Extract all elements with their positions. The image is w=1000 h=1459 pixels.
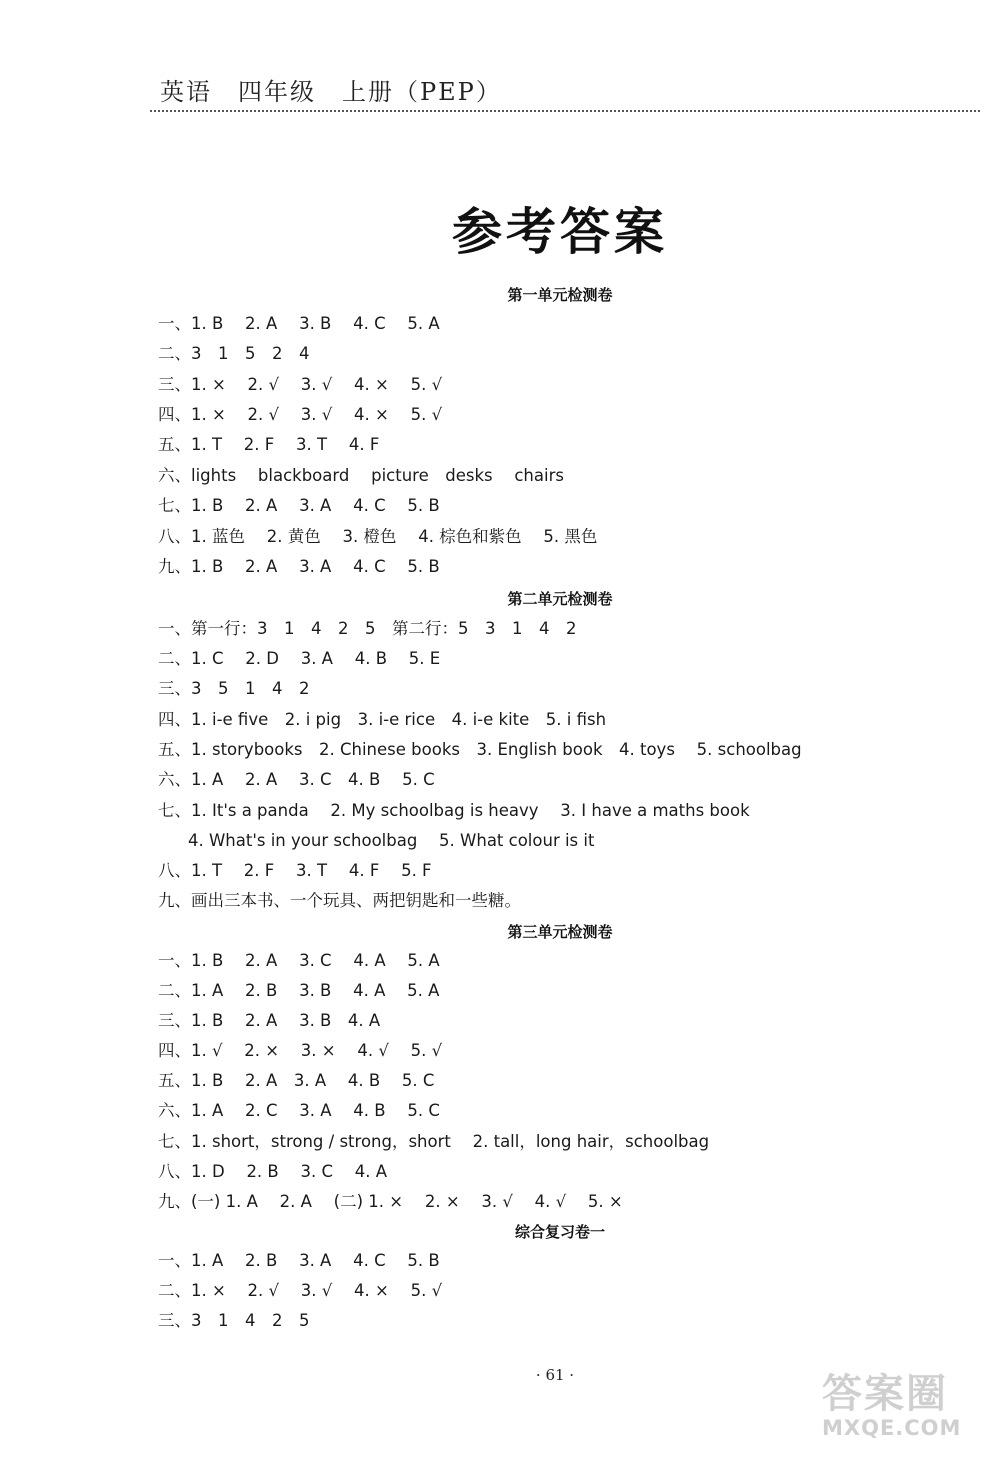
answer-line: 九、1. B 2. A 3. A 4. C 5. B [158,557,440,576]
answer-line: 一、1. B 2. A 3. C 4. A 5. A [158,951,440,970]
answer-line: 五、1. T 2. F 3. T 4. F [158,435,380,454]
answer-line: 三、1. × 2. √ 3. √ 4. × 5. √ [158,375,443,394]
answer-line: 七、1. It's a panda 2. My schoolbag is heavy 3. I have a maths book [158,801,750,820]
answer-line: 三、1. B 2. A 3. B 4. A [158,1011,381,1030]
answer-line: 六、lights blackboard picture desks chairs [158,466,564,485]
answer-line: 七、1. B 2. A 3. A 4. C 5. B [158,496,440,515]
answer-line: 五、1. storybooks 2. Chinese books 3. English book 4. toys 5. schoolbag [158,740,802,759]
answer-line: 四、1. √ 2. × 3. × 4. √ 5. √ [158,1041,443,1060]
answer-line: 四、1. i-e five 2. i pig 3. i-e rice 4. i-e kite 5. i fish [158,710,607,729]
section-title-review-1: 综合复习卷一 [514,1223,605,1241]
answer-line: 三、3 1 4 2 5 [158,1311,310,1330]
answer-line: 六、1. A 2. A 3. C 4. B 5. C [158,770,435,789]
section-title-unit-1: 第一单元检测卷 [507,286,613,304]
answer-line: 九、画出三本书、一个玩具、两把钥匙和一些糖。 [158,891,521,910]
answer-line: 一、1. B 2. A 3. B 4. C 5. A [158,314,440,333]
answer-line: 三、3 5 1 4 2 [158,679,310,698]
answer-line: 二、1. C 2. D 3. A 4. B 5. E [158,649,441,668]
answer-line: 一、第一行：3 1 4 2 5 第二行：5 3 1 4 2 [158,619,577,638]
header-divider [150,110,980,112]
section-title-unit-3: 第三单元检测卷 [507,923,613,941]
answer-line: 九、(一) 1. A 2. A (二) 1. × 2. × 3. √ 4. √ 5. × [158,1192,623,1211]
answer-line: 4. What's in your schoolbag 5. What colour is it [188,831,595,850]
answer-line: 二、3 1 5 2 4 [158,344,310,363]
answer-line: 八、1. T 2. F 3. T 4. F 5. F [158,861,432,880]
page-number: · 61 · [535,1366,575,1384]
watermark-site: MXQE.COM [822,1416,962,1440]
page-title: 参考答案 [452,203,668,261]
answer-line: 七、1. short，strong / strong，short 2. tall，long hair，schoolbag [158,1132,710,1151]
answer-line: 二、1. × 2. √ 3. √ 4. × 5. √ [158,1281,443,1300]
answer-line: 一、1. A 2. B 3. A 4. C 5. B [158,1251,440,1270]
answer-line: 四、1. × 2. √ 3. √ 4. × 5. √ [158,405,443,424]
book-header: 英语 四年级 上册（PEP） [160,78,502,106]
answer-line: 八、1. 蓝色 2. 黄色 3. 橙色 4. 棕色和紫色 5. 黑色 [158,527,598,546]
answer-line: 二、1. A 2. B 3. B 4. A 5. A [158,981,440,1000]
watermark-logo [822,1372,992,1452]
answer-line: 五、1. B 2. A 3. A 4. B 5. C [158,1071,435,1090]
watermark-mark: 答案圈 [822,1371,948,1417]
answer-line: 六、1. A 2. C 3. A 4. B 5. C [158,1101,440,1120]
section-title-unit-2: 第二单元检测卷 [507,590,613,608]
answer-line: 八、1. D 2. B 3. C 4. A [158,1162,388,1181]
